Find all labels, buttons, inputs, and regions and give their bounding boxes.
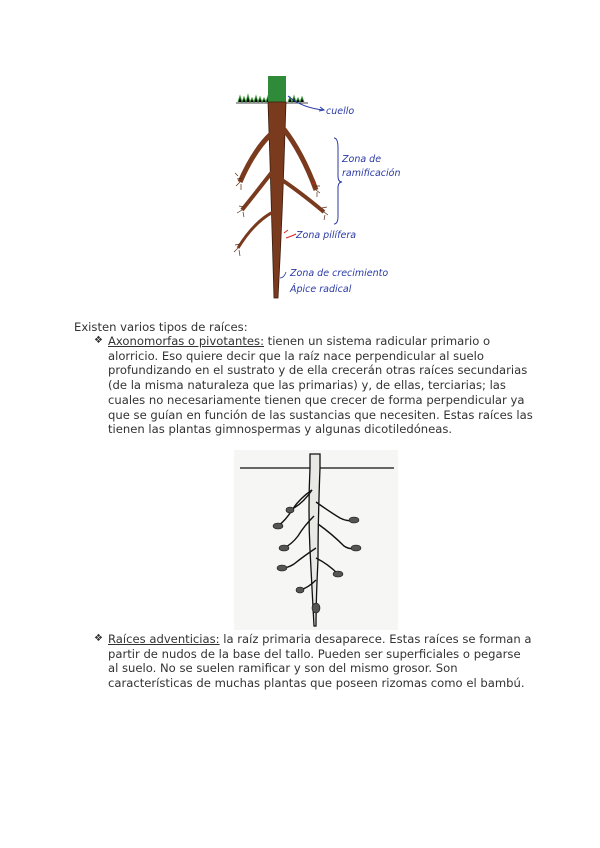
pivot-root-figure bbox=[234, 450, 398, 630]
bullet-body: la raíz primaria desaparece. Estas raíces se forman a partir de nudos de la base del tallo. Pueden ser superficiales o pegarse al suelo. No se suelen ramificar y son del mismo grosor. Son características de muchas plantas que poseen rizomas como el bambú. bbox=[108, 632, 532, 691]
bullet-adventicias bbox=[94, 632, 534, 691]
label-zona-pilifera: Zona pilífera bbox=[296, 230, 357, 241]
root-diagram-figure bbox=[232, 72, 401, 304]
label-zona-ramificacion-2: ramificación bbox=[342, 168, 401, 179]
diamond-bullet-icon: ❖ bbox=[94, 633, 103, 644]
root-diagram-illustration bbox=[232, 72, 401, 304]
label-cuello: cuello bbox=[326, 106, 355, 117]
label-apice-radical: Ápice radical bbox=[290, 284, 352, 295]
bullet-body: tienen un sistema radicular primario o alorricio. Eso quiere decir que la raíz nace perpendicular al suelo profundizando en el sustrato y de ella crecerán otras raíces secundarias (de la misma naturaleza que las primarias) y, de ellas, terciarias; las cuales no necesariamente tienen que crecer de forma perpendicular ya que se guían en función de las sustancias que necesiten. Estas raíces las tienen las plantas gimnospermas y algunas dicotiledóneas. bbox=[108, 334, 533, 437]
bullet-term: Axonomorfas o pivotantes: bbox=[108, 334, 264, 348]
label-zona-ramificacion-1: Zona de bbox=[342, 154, 382, 165]
bullet-axonomorfas bbox=[94, 334, 534, 437]
label-zona-crecimiento: Zona de crecimiento bbox=[290, 268, 389, 279]
pivot-root-illustration bbox=[234, 450, 398, 630]
diamond-bullet-icon: ❖ bbox=[94, 335, 103, 346]
intro-text: Existen varios tipos de raíces: bbox=[74, 320, 248, 334]
bullet-text bbox=[108, 334, 534, 437]
bullet-text bbox=[108, 632, 534, 691]
bullet-term: Raíces adventicias: bbox=[108, 632, 220, 646]
